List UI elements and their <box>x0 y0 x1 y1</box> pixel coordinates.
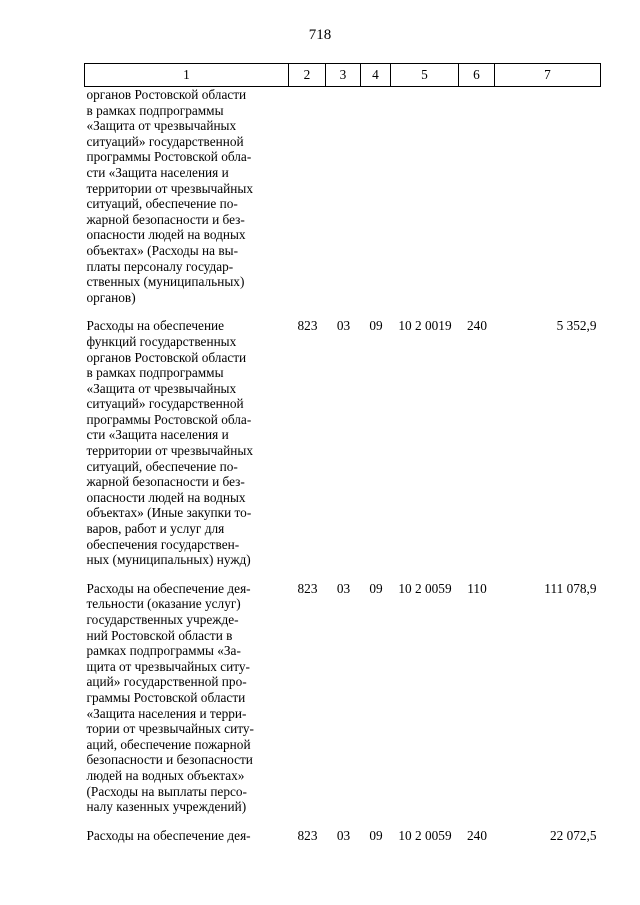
subsection-code-cell: 09 <box>369 827 383 843</box>
ministry-code-cell <box>289 87 326 306</box>
page-number: 718 <box>308 27 332 43</box>
expense-name-line: ситуаций» государственной <box>86 133 244 149</box>
ministry-code-cell: 823 <box>297 580 318 596</box>
amount-cell <box>495 87 601 306</box>
expense-name-line: налу казенных учреждений) <box>86 799 247 815</box>
expense-name-line: ний Ростовской области в <box>86 627 233 643</box>
expense-name-line: щита от чрезвычайных ситу- <box>86 658 250 674</box>
header-col-3: 3 <box>326 64 361 87</box>
table-row <box>85 815 601 844</box>
section-code-cell: 03 <box>336 580 351 596</box>
expense-name-line: жарной безопасности и без- <box>86 474 245 490</box>
expense-name-line: платы персоналу государ- <box>86 258 234 274</box>
expense-name-line: органов Ростовской области <box>86 87 247 102</box>
expense-type-code-cell: 240 <box>467 318 487 334</box>
expense-name-line: органов) <box>86 289 136 305</box>
expense-name-line: опасности людей на водных <box>86 489 246 505</box>
expense-name-line: ственных (муниципальных) <box>86 274 245 290</box>
expense-name-line: «Защита населения и терри- <box>86 705 247 721</box>
expense-name-line: опасности людей на водных <box>86 227 246 243</box>
expense-name-cell <box>85 305 289 568</box>
expense-name-line: в рамках подпрограммы <box>86 102 224 118</box>
expense-name-line: сти «Защита населения и <box>86 427 229 443</box>
expense-name-line: функций государственных <box>86 333 237 349</box>
header-col-6: 6 <box>459 64 495 87</box>
expense-type-code-cell: 240 <box>467 827 487 843</box>
expense-name-line: ных (муниципальных) нужд) <box>86 552 251 568</box>
expense-name-line: «Защита от чрезвычайных <box>86 118 237 134</box>
expense-name-line: сти «Защита населения и <box>86 164 229 180</box>
expense-name-line: безопасности и безопасности <box>86 752 253 768</box>
header-col-7: 7 <box>495 64 601 87</box>
header-col-2: 2 <box>289 64 326 87</box>
table-body <box>85 87 601 844</box>
expense-name-line: «Защита от чрезвычайных <box>86 380 237 396</box>
target-article-code-cell: 10 2 0059 <box>398 580 452 596</box>
expense-name-line: программы Ростовской обла- <box>86 411 252 427</box>
expense-name-cell <box>85 568 289 815</box>
amount-cell: 5 352,9 <box>556 318 597 334</box>
expense-name-line: объектах» (Иные закупки то- <box>86 505 252 521</box>
subsection-code-cell <box>361 87 391 306</box>
subsection-code-cell: 09 <box>369 580 383 596</box>
expense-type-code-cell <box>459 87 495 306</box>
expense-name-line: жарной безопасности и без- <box>86 211 245 227</box>
expense-name-line: ситуаций, обеспечение по- <box>86 458 238 474</box>
expense-name-line: обеспечения государствен- <box>86 536 240 552</box>
expense-name-line: государственных учрежде- <box>86 612 239 627</box>
expense-name-line: ситуаций» государственной <box>86 396 244 412</box>
subsection-code-cell: 09 <box>369 318 383 334</box>
expense-name-line: территории от чрезвычайных <box>86 443 253 459</box>
section-code-cell: 03 <box>336 318 351 334</box>
target-article-code-cell <box>391 87 459 306</box>
target-article-code-cell: 10 2 0059 <box>398 827 452 843</box>
expense-name-line: рамках подпрограммы «За- <box>86 643 241 659</box>
expense-name-line: Расходы на обеспечение <box>86 318 225 334</box>
expense-name-line: аций» государственной про- <box>86 674 247 690</box>
expense-name-line: (Расходы на выплаты персо- <box>86 783 247 799</box>
section-code-cell <box>326 87 361 306</box>
header-col-1: 1 <box>85 64 289 87</box>
expense-name-line: объектах» (Расходы на вы- <box>86 242 239 258</box>
expense-name-line: варов, работ и услуг для <box>86 521 225 537</box>
expense-name-line: органов Ростовской области <box>86 349 247 365</box>
table-row <box>85 87 601 306</box>
expense-name-line: ситуаций, обеспечение по- <box>86 196 238 212</box>
expense-type-code-cell: 110 <box>467 580 487 596</box>
amount-cell: 22 072,5 <box>549 827 597 843</box>
expense-name-line: программы Ростовской обла- <box>86 149 252 165</box>
table-row <box>85 305 601 568</box>
expense-name-line: граммы Ростовской области <box>86 689 246 705</box>
expense-name-line: Расходы на обеспечение дея- <box>86 827 251 843</box>
budget-table <box>84 63 601 843</box>
expense-name-cell <box>85 87 289 306</box>
expense-name-cell <box>85 815 289 844</box>
table-row <box>85 568 601 815</box>
ministry-code-cell: 823 <box>297 318 318 334</box>
expense-name-line: тории от чрезвычайных ситу- <box>86 721 254 737</box>
header-col-4: 4 <box>361 64 391 87</box>
ministry-code-cell: 823 <box>297 827 318 843</box>
expense-name-line: аций, обеспечение пожарной <box>86 736 251 752</box>
expense-name-line: в рамках подпрограммы <box>86 365 224 381</box>
target-article-code-cell: 10 2 0019 <box>398 318 452 334</box>
expense-name-line: людей на водных объектах» <box>86 767 245 783</box>
section-code-cell: 03 <box>336 827 351 843</box>
expense-name-line: территории от чрезвычайных <box>86 180 253 196</box>
header-col-5: 5 <box>391 64 459 87</box>
expense-name-line: тельности (оказание услуг) <box>86 596 241 612</box>
expense-name-line: Расходы на обеспечение дея- <box>86 580 251 596</box>
table-header-row <box>85 64 601 87</box>
amount-cell: 111 078,9 <box>544 580 597 596</box>
